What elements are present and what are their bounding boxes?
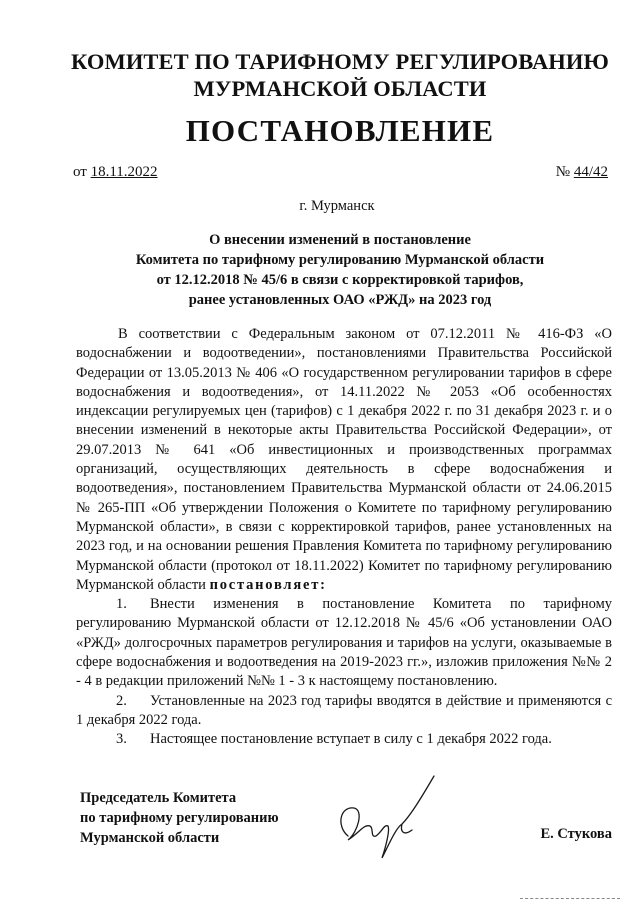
document-subject — [40, 230, 640, 310]
preamble-paragraph — [76, 325, 612, 595]
subject-line2: Комитета по тарифному регулированию Мурманской области — [135, 252, 545, 268]
committee-name-line1: КОМИТЕТ ПО ТАРИФНОМУ РЕГУЛИРОВАНИЮ — [71, 49, 609, 74]
city-line: г. Мурманск — [299, 198, 375, 214]
list-item — [76, 595, 612, 691]
document-date — [73, 164, 158, 181]
item-number: 2. — [116, 692, 127, 709]
signatory-title-line3: Мурманской области — [80, 830, 220, 846]
item-text: Настоящее постановление вступает в силу с 1 декабря 2022 года. — [150, 731, 552, 748]
signatory-title-line1: Председатель Комитета — [80, 790, 237, 806]
item-number: 1. — [116, 596, 127, 613]
footer-divider — [520, 898, 620, 899]
signer-name: Е. Стукова — [540, 826, 612, 842]
document-number — [556, 164, 608, 181]
signatory-title-line2: по тарифному регулированию — [80, 810, 279, 826]
subject-line4: ранее установленных ОАО «РЖД» на 2023 год — [188, 292, 492, 308]
date-value: 18.11.2022 — [90, 164, 158, 180]
list-item — [76, 730, 612, 749]
handwritten-signature — [330, 766, 450, 866]
signatory-title — [80, 788, 279, 848]
item-number: 3. — [116, 731, 127, 748]
number-value: 44/42 — [573, 164, 608, 180]
preamble-text: В соответствии с Федеральным законом от 07.12.2011 № 416-ФЗ «О водоснабжении и водоотведении», постановлениями Правительства Российской Федерации от 13.05.2013 № 406 «О государственном регулировании тарифов в сфере водоснабжения и водоотведения», от 14.11.2022 № 2053 «Об особенностях индексации регулируемых цен (тарифов) с 1 декабря 2022 г. по 31 декабря 2023 г. и о внесении изменений в некоторые акты Правительства Российской Федерации», от 29.07.2013 № 641 «Об инвестиционных и производственных программах организаций, осуществляющих деятельность в сфере водоснабжения и водоотведения», постановлением Правительства Мурманской области от 24.06.2015 № 265-ПП «Об утверждении Положения о Комитете по тарифному регулированию Мурманской области», в связи с корректировкой тарифов, ранее установленных на 2023 год, и на основании решения Правления Комитета по тарифному регулированию Мурманской области (протокол от 18.11.2022) Комитет по тарифному регулированию Мурманской области — [76, 326, 612, 593]
item-text: Внести изменения в постановление Комитета по тарифному регулированию Мурманской области от 12.12.2018 № 45/6 «Об установлении ОАО «РЖД» долгосрочных параметров регулирования и тарифов на услуги, оказываемые в сфере водоснабжения и водоотведения на 2019-2023 гг.», изложив приложения №№ 2 - 4 в редакции приложений №№ 1 - 3 к настоящему постановлению. — [76, 596, 612, 690]
committee-name-line2: МУРМАНСКОЙ ОБЛАСТИ — [193, 76, 487, 101]
list-item — [76, 692, 612, 731]
number-prefix: № — [555, 164, 571, 180]
committee-name — [40, 48, 640, 102]
item-text: Установленные на 2023 год тарифы вводятся в действие и применяются с 1 декабря 2022 года. — [76, 692, 612, 728]
date-prefix: от — [73, 164, 87, 180]
document-body — [76, 325, 612, 750]
subject-line3: от 12.12.2018 № 45/6 в связи с корректировкой тарифов, — [156, 272, 524, 288]
document-type-heading: ПОСТАНОВЛЕНИЕ — [185, 113, 495, 148]
subject-line1: О внесении изменений в постановление — [209, 232, 471, 248]
resolves-word: постановляет: — [209, 576, 327, 593]
